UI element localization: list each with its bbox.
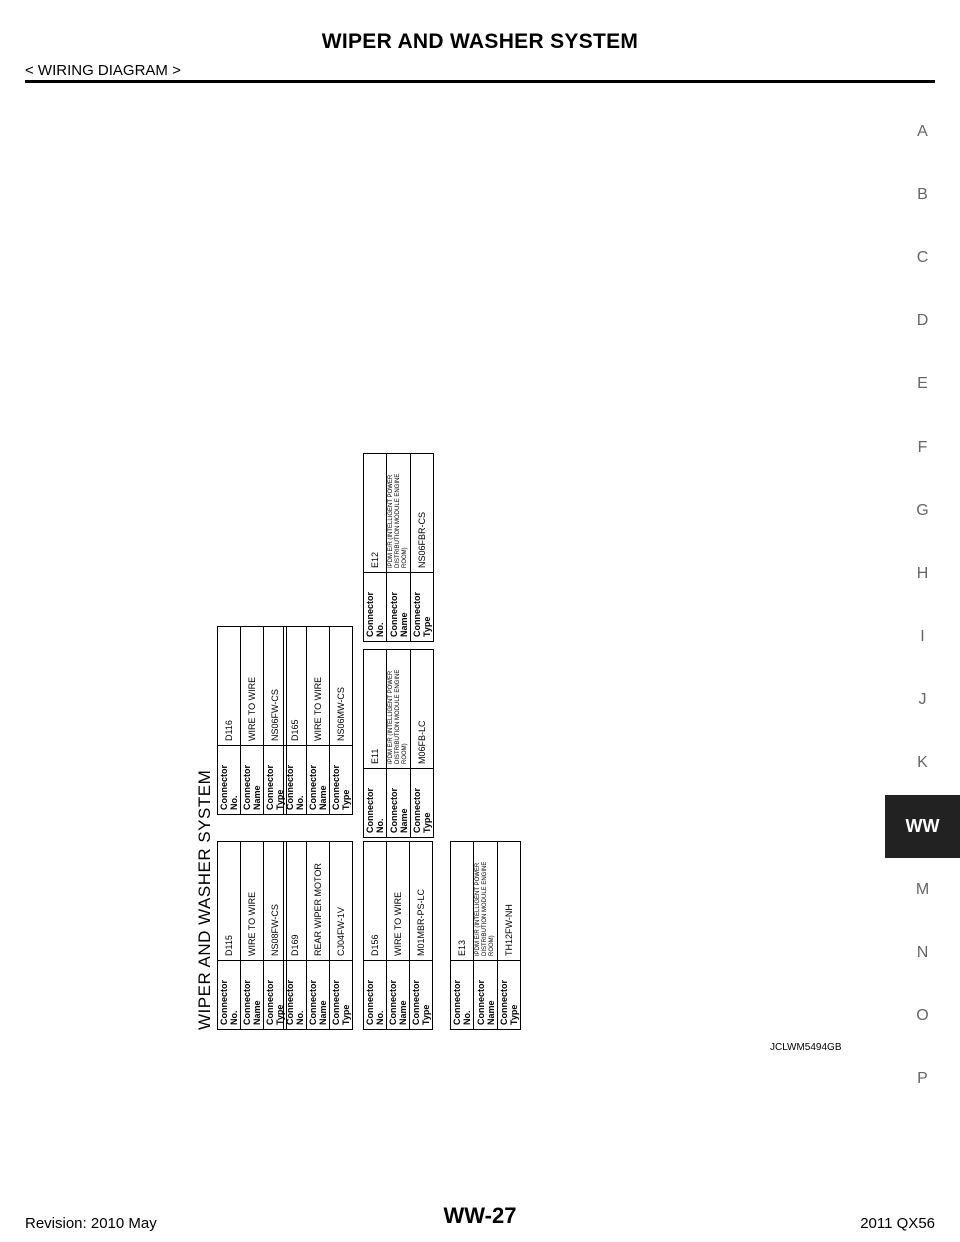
header-value: NS06MW-CS xyxy=(330,627,353,746)
header-value: REAR WIPER MOTOR xyxy=(307,842,330,961)
header-value: IPDM E/R (INTELLIGENT POWER DISTRIBUTION MODULE ENGINE ROOM) xyxy=(474,842,498,961)
index-tab-i[interactable]: I xyxy=(920,628,925,646)
page-title: WIPER AND WASHER SYSTEM xyxy=(321,30,639,53)
index-tab-h[interactable]: H xyxy=(916,564,929,582)
index-tab-a[interactable]: A xyxy=(917,122,928,140)
index-tab-b[interactable]: B xyxy=(917,185,928,203)
header-key: Connector Type xyxy=(264,746,287,815)
header-key: Connector Name xyxy=(474,961,498,1030)
connector-header xyxy=(217,841,287,1030)
header-key: Connector No. xyxy=(218,746,241,815)
header-key: Connector Name xyxy=(387,961,410,1030)
connector-block xyxy=(363,841,433,1030)
header-value: IPDM E/R (INTELLIGENT POWER DISTRIBUTION MODULE ENGINE ROOM) xyxy=(387,650,411,769)
connector-block xyxy=(283,626,353,815)
connector-header xyxy=(450,841,521,1030)
header-key: Connector Type xyxy=(411,573,434,642)
wiring-diagram xyxy=(195,95,519,1030)
header-key: Connector No. xyxy=(364,573,387,642)
connector-block xyxy=(450,841,521,1030)
connector-header xyxy=(363,649,434,838)
index-tab-g[interactable]: G xyxy=(916,501,929,519)
header-key: Connector Type xyxy=(330,746,353,815)
header-value: NS06FW-CS xyxy=(264,627,287,746)
header-key: Connector No. xyxy=(364,961,387,1030)
header-value: M01MBR-PS-LC xyxy=(410,842,433,961)
index-tab-c[interactable]: C xyxy=(916,248,929,266)
header-value: D115 xyxy=(218,842,241,961)
header-key: Connector Type xyxy=(330,961,353,1030)
header-key: Connector Name xyxy=(241,961,264,1030)
header-key: Connector Type xyxy=(264,961,287,1030)
header-value: TH12FW-NH xyxy=(498,842,521,961)
diagram-id: JCLWM5494GB xyxy=(770,1042,842,1053)
header-key: Connector Name xyxy=(241,746,264,815)
connector-block xyxy=(283,841,353,1030)
header-key: Connector Name xyxy=(307,961,330,1030)
header-value: D169 xyxy=(284,842,307,961)
connector-block xyxy=(217,841,287,1030)
index-tab-m[interactable]: M xyxy=(915,880,930,898)
index-tab-f[interactable]: F xyxy=(917,438,928,456)
header-key: Connector No. xyxy=(218,961,241,1030)
index-tab-n[interactable]: N xyxy=(916,944,929,962)
header-value: D116 xyxy=(218,627,241,746)
model-label: 2011 QX56 xyxy=(860,1215,935,1232)
index-tab-k[interactable]: K xyxy=(917,754,928,772)
revision-label: Revision: 2010 May xyxy=(25,1215,157,1232)
connector-block xyxy=(217,626,287,815)
header-key: Connector Type xyxy=(411,769,434,838)
connector-header xyxy=(217,626,287,815)
header-value: WIRE TO WIRE xyxy=(241,842,264,961)
diagram-title: WIPER AND WASHER SYSTEM xyxy=(195,769,214,1030)
header-key: Connector No. xyxy=(451,961,474,1030)
header-value: WIRE TO WIRE xyxy=(387,842,410,961)
index-tab-ww[interactable]: WW xyxy=(885,795,960,858)
header-key: Connector Type xyxy=(498,961,521,1030)
header-value: M06FB-LC xyxy=(411,650,434,769)
header-value: E13 xyxy=(451,842,474,961)
section-subtitle: < WIRING DIAGRAM > xyxy=(25,62,181,79)
header-rule xyxy=(25,80,935,83)
connector-header xyxy=(363,841,433,1030)
header-key: Connector Name xyxy=(387,573,411,642)
header-key: Connector Name xyxy=(387,769,411,838)
header-value: CJ04FW-1V xyxy=(330,842,353,961)
index-tab-d[interactable]: D xyxy=(916,312,929,330)
index-tab-e[interactable]: E xyxy=(917,375,928,393)
header-key: Connector No. xyxy=(284,746,307,815)
header-value: WIRE TO WIRE xyxy=(307,627,330,746)
header-value: IPDM E/R (INTELLIGENT POWER DISTRIBUTION MODULE ENGINE ROOM) xyxy=(387,454,411,573)
connector-header xyxy=(363,453,434,642)
header-value: NS06FBR-CS xyxy=(411,454,434,573)
page-number: WW-27 xyxy=(443,1203,517,1228)
header-value: D165 xyxy=(284,627,307,746)
connector-header xyxy=(283,626,353,815)
section-index xyxy=(885,100,960,1111)
header-key: Connector Type xyxy=(410,961,433,1030)
header-value: E12 xyxy=(364,454,387,573)
connector-block xyxy=(363,453,434,642)
header-value: D156 xyxy=(364,842,387,961)
index-tab-j[interactable]: J xyxy=(918,691,927,709)
index-tab-p[interactable]: P xyxy=(917,1070,928,1088)
header-value: NS08FW-CS xyxy=(264,842,287,961)
header-value: E11 xyxy=(364,650,387,769)
connector-header xyxy=(283,841,353,1030)
header-key: Connector No. xyxy=(364,769,387,838)
connector-block xyxy=(363,649,434,838)
index-tab-o[interactable]: O xyxy=(916,1007,929,1025)
header-key: Connector Name xyxy=(307,746,330,815)
header-value: WIRE TO WIRE xyxy=(241,627,264,746)
header-key: Connector No. xyxy=(284,961,307,1030)
